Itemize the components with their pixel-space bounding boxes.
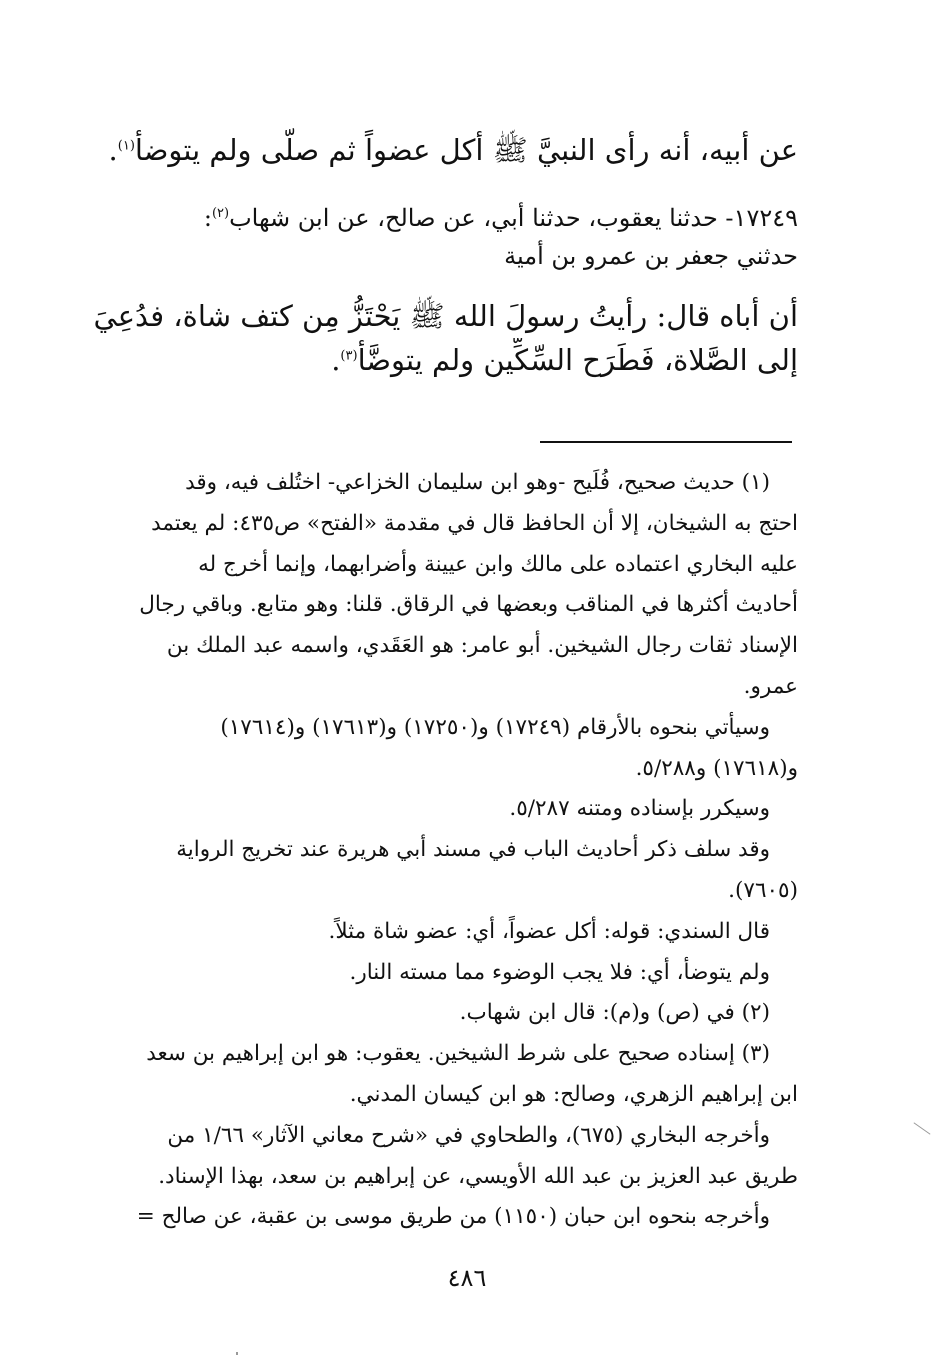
punctuation: . bbox=[108, 133, 118, 167]
footnote-separator bbox=[540, 441, 792, 443]
footnote-ref: (١) bbox=[117, 138, 135, 154]
footnote-line: الإسناد ثقات رجال الشيخين. أبو عامر: هو العَقَدي، واسمه عبد الملك بن bbox=[166, 633, 798, 659]
main-text-line bbox=[86, 128, 798, 172]
isnad-line: حدثني جعفر بن عمرو بن أمية bbox=[504, 242, 798, 270]
footnotes bbox=[86, 463, 798, 1238]
footnote-line: وقد سلف ذكر أحاديث الباب في مسند أبي هريرة عند تخريج الرواية bbox=[176, 837, 770, 863]
footnote-line: (١) حديث صحيح، فُلَيح -وهو ابن سليمان الخزاعي- اختُلف فيه، وقد bbox=[185, 470, 770, 495]
punctuation: . bbox=[331, 343, 341, 377]
footnote-line: و(١٧٦١٨) و٥/٢٨٨. bbox=[635, 755, 798, 781]
footnote-line: عمرو. bbox=[743, 673, 798, 699]
hadith-matn bbox=[86, 294, 798, 382]
footnote-line: وأخرجه البخاري (٦٧٥)، والطحاوي في «شرح معاني الآثار» ١/٦٦ من bbox=[167, 1122, 770, 1148]
footnote-line: وسيكرر بإسناده ومتنه ٥/٢٨٧. bbox=[509, 796, 770, 822]
scan-mark bbox=[914, 1122, 931, 1134]
footnote-line: (٣) إسناده صحيح على شرط الشيخين. يعقوب: هو ابن إبراهيم بن سعد bbox=[146, 1041, 770, 1067]
footnote-line: (٢) في (ص) و(م): قال ابن شهاب. bbox=[459, 1000, 770, 1026]
footnote-line: عليه البخاري اعتماده على مالك وابن عيينة وأضرابهما، وإنما أخرج له bbox=[198, 551, 798, 577]
page-number: ٤٨٦ bbox=[447, 1264, 487, 1292]
footnote-ref: (٢) bbox=[211, 206, 230, 221]
footnote-line: طريق عبد العزيز بن عبد الله الأويسي، عن إبراهيم بن سعد، بهذا الإسناد. bbox=[158, 1163, 798, 1189]
matn-line bbox=[86, 338, 798, 382]
footnote-line: ولم يتوضأ، أي: فلا يجب الوضوء مما مسته النار. bbox=[349, 959, 770, 985]
punctuation: : bbox=[203, 204, 212, 232]
footnote-line: احتج به الشيخان، إلا أن الحافظ قال في مقدمة «الفتح» ص٤٣٥: لم يعتمد bbox=[151, 510, 798, 536]
previous-hadith-ending bbox=[86, 128, 798, 172]
footnote-line: وسيأتي بنحوه بالأرقام (١٧٢٤٩) و(١٧٢٥٠) و(١٧٦١٣) و(١٧٦١٤) bbox=[220, 714, 770, 740]
footnote-ref: (٣) bbox=[340, 348, 358, 364]
isnad-text: ١٧٢٤٩- حدثنا يعقوب، حدثنا أبي، عن صالح، عن ابن شهاب bbox=[229, 204, 798, 232]
hadith-isnad bbox=[86, 199, 798, 275]
matn-line: أن أباه قال: رأيتُ رسولَ الله ﷺ يَحْتَزُّ مِن كتف شاة، فدُعِيَ bbox=[93, 299, 798, 333]
footnote-line: قال السندي: قوله: أكل عضواً، أي: عضو شاة مثلاً. bbox=[328, 918, 770, 944]
main-text: عن أبيه، أنه رأى النبيَّ ﷺ أكل عضواً ثم صلَّى ولم يتوضأ bbox=[134, 133, 798, 167]
matn-text: إلى الصَّلاة، فَطَرَح السِّكِّين ولم يتوضَّأ bbox=[357, 343, 798, 377]
isnad-line bbox=[86, 199, 798, 237]
footnote-line: وأخرجه بنحوه ابن حبان (١١٥٠) من طريق موسى بن عقبة، عن صالح = bbox=[136, 1204, 770, 1230]
footnote-line: ابن إبراهيم الزهري، وصالح: هو ابن كيسان المدني. bbox=[349, 1081, 798, 1107]
footnote-line: أحاديث أكثرها في المناقب وبعضها في الرقاق. قلنا: وهو متابع. وباقي رجال bbox=[139, 592, 798, 618]
scan-mark bbox=[236, 1352, 238, 1355]
footnote-line: (٧٦٠٥). bbox=[728, 877, 798, 903]
